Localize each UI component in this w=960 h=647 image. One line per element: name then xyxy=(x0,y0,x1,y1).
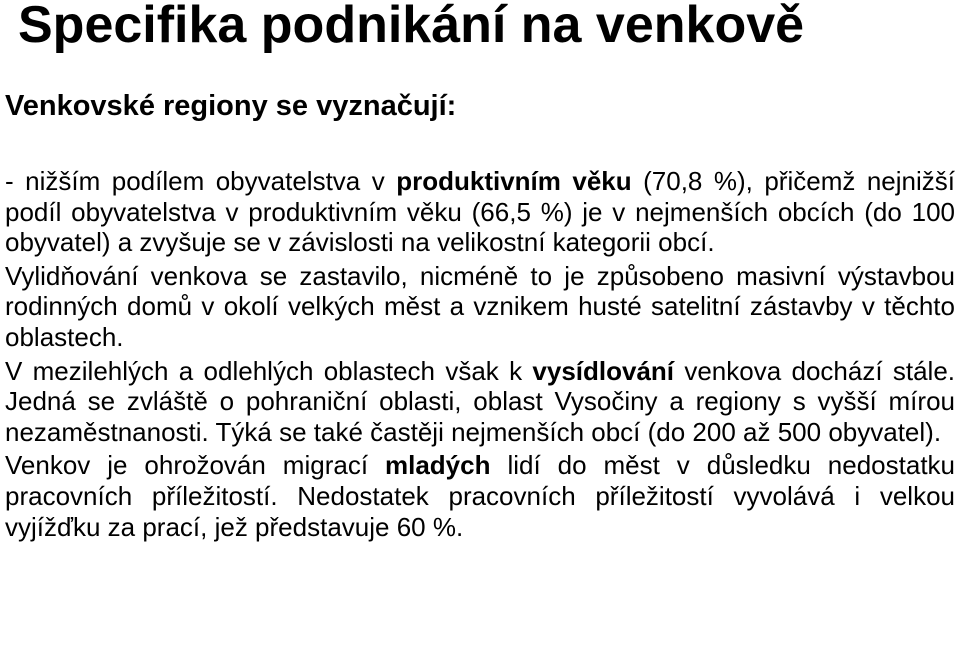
text-run: lidí do měst v důsledku nedostatku pracovních příležitostí. Nedostatek pracovních příležitostí vyvolává i velkou vyjížďku za prací, jež představuje 60 %. xyxy=(5,450,956,542)
text-run: V mezilehlých a odlehlých oblastech však k xyxy=(5,355,533,386)
text-run: Venkov je ohrožován migrací xyxy=(5,450,385,481)
paragraph-productive-age xyxy=(5,166,955,258)
text-run: venkova dochází stále. Jedná se zvláště o pohraniční oblasti, oblast Vysočiny a regiony s vyšší mírou nezaměstnanosti. Týká se také častěji nejmenších obcí (do 200 až 500 obyvatel). xyxy=(5,355,956,447)
text-run-bold: mladých xyxy=(385,450,491,481)
text-run: (70,8 %), přičemž nejnižší podíl obyvatelstva v produktivním věku (66,5 %) je v nejmenších obcích (do 100 obyvatel) a zvyšuje se v závislosti na velikostní kategorii obcí. xyxy=(5,166,956,258)
slide-body xyxy=(5,166,955,542)
text-run: - nižším podílem obyvatelstva v xyxy=(5,166,397,196)
text-run: Vylidňování venkova se zastavilo, nicméně to je způsobeno masivní výstavbou rodinných domů v okolí velkých měst a vznikem husté satelitní zástavby v těchto oblastech. xyxy=(5,260,955,352)
paragraph-intermediate-regions xyxy=(5,356,955,448)
slide-title: Specifika podnikání na venkově xyxy=(18,0,805,54)
paragraph-migration xyxy=(5,450,955,542)
slide-subtitle: Venkovské regiony se vyznačují: xyxy=(5,90,457,122)
paragraph-depopulation xyxy=(5,261,955,353)
text-run-bold: produktivním věku xyxy=(396,166,632,196)
text-run-bold: vysídlování xyxy=(532,355,675,386)
